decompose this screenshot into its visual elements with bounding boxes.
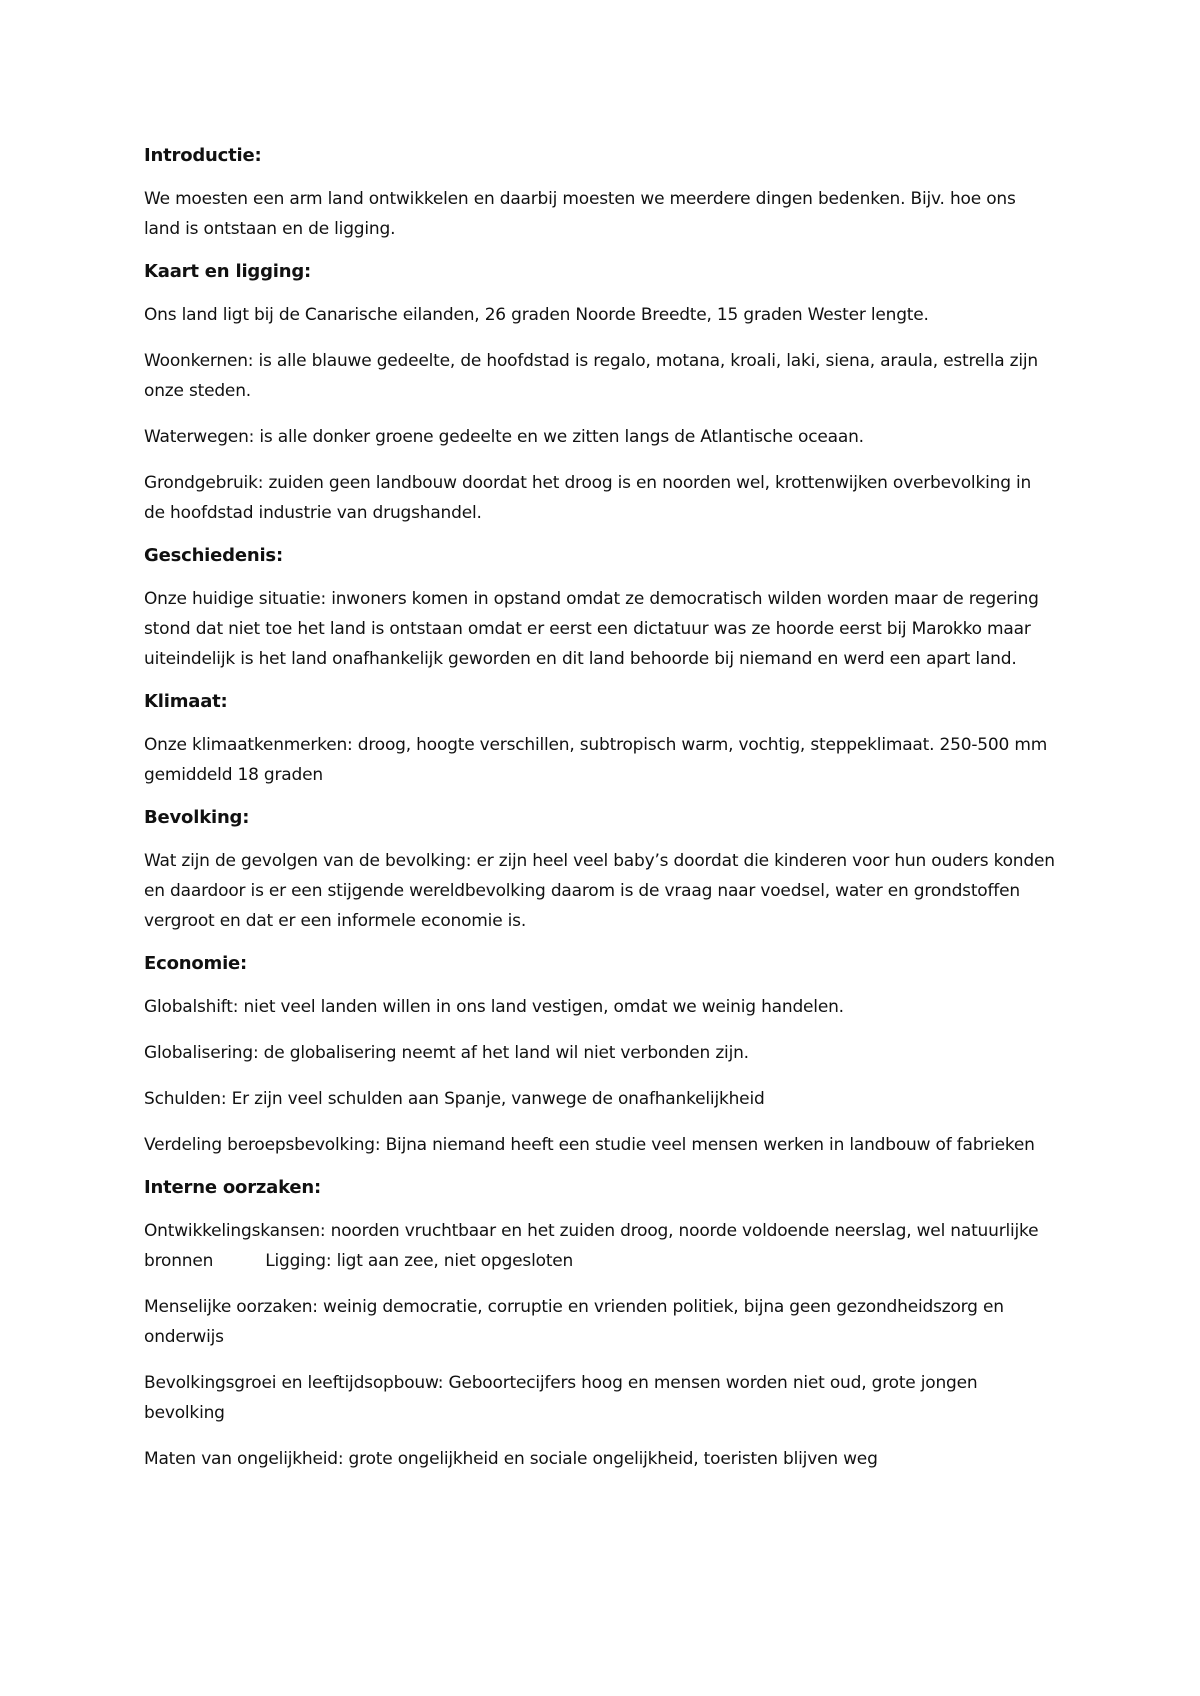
paragraph-inline-text: Ligging: ligt aan zee, niet opgesloten bbox=[265, 1251, 574, 1271]
heading-geschiedenis: Geschiedenis: bbox=[144, 545, 283, 566]
paragraph: Globalshift: niet veel landen willen in ons land vestigen, omdat we weinig handelen. bbox=[144, 997, 844, 1017]
heading-interne-oorzaken: Interne oorzaken: bbox=[144, 1177, 322, 1198]
section-bevolking bbox=[144, 806, 1056, 936]
paragraph: Onze huidige situatie: inwoners komen in opstand omdat ze democratisch wilden worden maar de regering stond dat niet toe het land is ontstaan omdat er eerst een dictatuur was ze hoorde eerst bij Marokko maar uiteindelijk is het land onafhankelijk geworden en dit land behoorde bij niemand en werd een apart land. bbox=[144, 589, 1039, 669]
paragraph: Schulden: Er zijn veel schulden aan Spanje, vanwege de onafhankelijkheid bbox=[144, 1089, 765, 1109]
paragraph: Wat zijn de gevolgen van de bevolking: er zijn heel veel baby’s doordat die kinderen voor hun ouders konden en daardoor is er een stijgende wereldbevolking daarom is de vraag naar voedsel, water en grondstoffen vergroot en dat er een informele economie is. bbox=[144, 851, 1055, 931]
section-introductie bbox=[144, 144, 1056, 244]
heading-klimaat: Klimaat: bbox=[144, 691, 228, 712]
paragraph: Onze klimaatkenmerken: droog, hoogte verschillen, subtropisch warm, vochtig, steppeklimaat. 250-500 mm gemiddeld 18 graden bbox=[144, 735, 1048, 785]
heading-kaart-en-ligging: Kaart en ligging: bbox=[144, 261, 312, 282]
section-economie bbox=[144, 952, 1056, 1160]
paragraph: Waterwegen: is alle donker groene gedeelte en we zitten langs de Atlantische oceaan. bbox=[144, 427, 864, 447]
paragraph: Ons land ligt bij de Canarische eilanden, 26 graden Noorde Breedte, 15 graden Wester lengte. bbox=[144, 305, 929, 325]
document-page bbox=[144, 144, 1056, 1490]
section-geschiedenis bbox=[144, 544, 1056, 674]
paragraph-text: Ontwikkelingskansen: noorden vruchtbaar en het zuiden droog, noorde voldoende neerslag, wel natuurlijke bronnen bbox=[144, 1221, 1039, 1271]
heading-bevolking: Bevolking: bbox=[144, 807, 250, 828]
paragraph: Verdeling beroepsbevolking: Bijna niemand heeft een studie veel mensen werken in landbouw of fabrieken bbox=[144, 1135, 1035, 1155]
paragraph: Maten van ongelijkheid: grote ongelijkheid en sociale ongelijkheid, toeristen blijven weg bbox=[144, 1449, 878, 1469]
paragraph: Woonkernen: is alle blauwe gedeelte, de hoofdstad is regalo, motana, kroali, laki, siena, araula, estrella zijn onze steden. bbox=[144, 351, 1038, 401]
section-kaart-en-ligging bbox=[144, 260, 1056, 528]
paragraph bbox=[144, 1216, 1056, 1276]
paragraph: Bevolkingsgroei en leeftijdsopbouw: Geboortecijfers hoog en mensen worden niet oud, grote jongen bevolking bbox=[144, 1373, 978, 1423]
section-klimaat bbox=[144, 690, 1056, 790]
section-interne-oorzaken bbox=[144, 1176, 1056, 1474]
paragraph: Grondgebruik: zuiden geen landbouw doordat het droog is en noorden wel, krottenwijken overbevolking in de hoofdstad industrie van drugshandel. bbox=[144, 473, 1032, 523]
paragraph: Globalisering: de globalisering neemt af het land wil niet verbonden zijn. bbox=[144, 1043, 749, 1063]
heading-introductie: Introductie: bbox=[144, 145, 262, 166]
paragraph: Menselijke oorzaken: weinig democratie, corruptie en vrienden politiek, bijna geen gezondheidszorg en onderwijs bbox=[144, 1297, 1004, 1347]
paragraph: We moesten een arm land ontwikkelen en daarbij moesten we meerdere dingen bedenken. Bijv. hoe ons land is ontstaan en de ligging. bbox=[144, 189, 1016, 239]
heading-economie: Economie: bbox=[144, 953, 248, 974]
